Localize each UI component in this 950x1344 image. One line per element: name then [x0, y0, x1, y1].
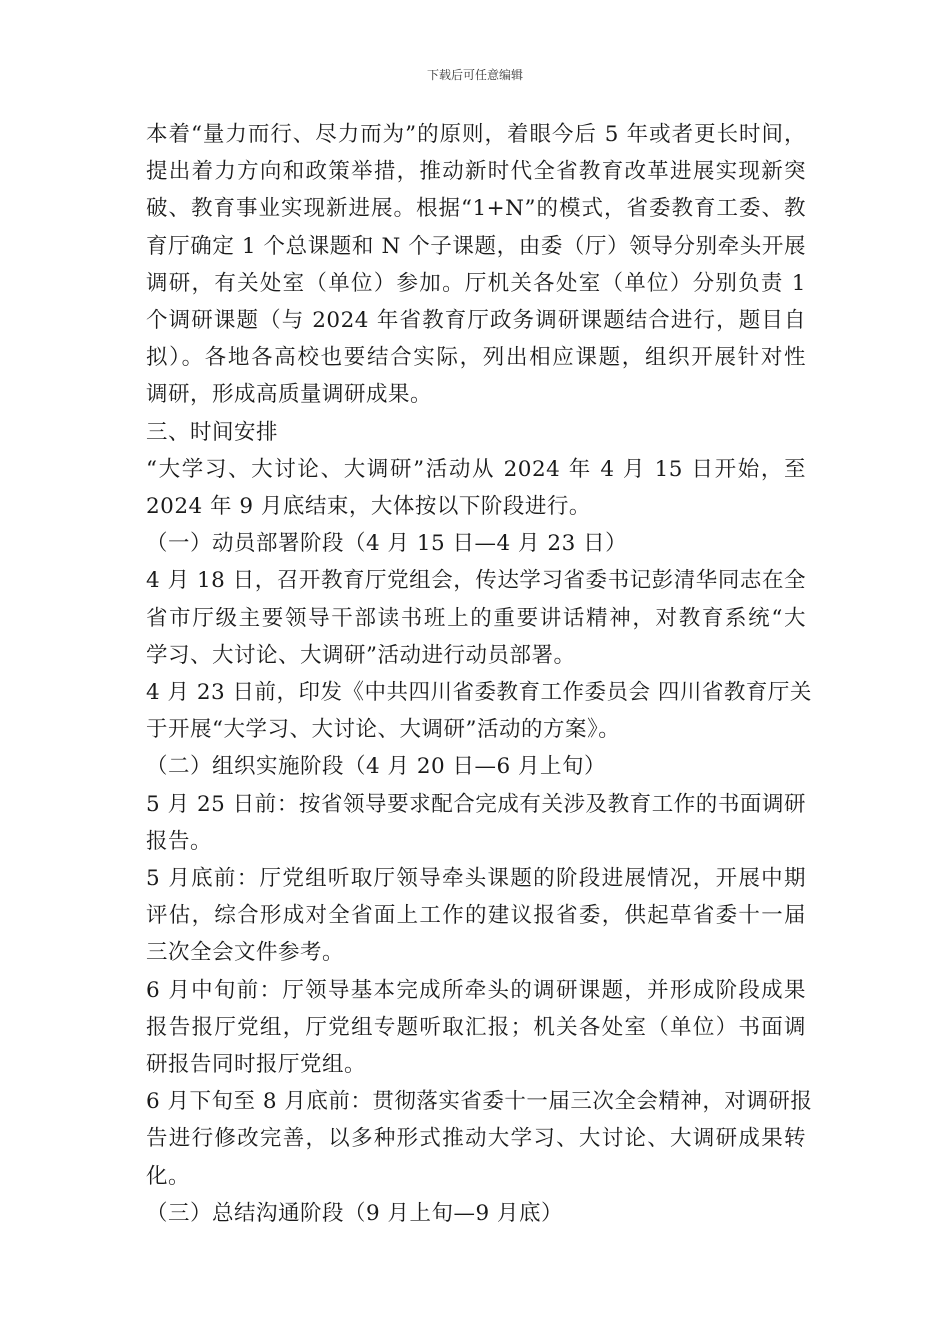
- text-line: “大学习、大讨论、大调研”活动从 2024 年 4 月 15 日开始，至: [146, 456, 806, 482]
- text-line: 4 月 18 日，召开教育厅党组会，传达学习省委书记彭清华同志在全: [146, 568, 806, 594]
- text-line: 省市厅级主要领导干部读书班上的重要讲话精神，对教育系统“大: [146, 605, 806, 631]
- text-line: 6 月下旬至 8 月底前：贯彻落实省委十一届三次全会精神，对调研报: [146, 1089, 813, 1115]
- text-line: 5 月 25 日前：按省领导要求配合完成有关涉及教育工作的书面调研: [146, 791, 806, 817]
- text-line: 化。: [146, 1163, 191, 1189]
- text-line: 于开展“大学习、大讨论、大调研”活动的方案》。: [146, 717, 621, 743]
- text-line: 个调研课题（与 2024 年省教育厅政务调研课题结合进行，题目自: [146, 308, 806, 334]
- text-line: 提出着力方向和政策举措，推动新时代全省教育改革进展实现新突: [146, 159, 806, 185]
- text-line: 4 月 23 日前，印发《中共四川省委教育工作委员会 四川省教育厅关: [146, 680, 812, 706]
- text-line: 报告报厅党组，厅党组专题听取汇报；机关各处室（单位）书面调: [146, 1014, 806, 1040]
- document-body: [146, 116, 813, 1232]
- text-line: 破、教育事业实现新进展。根据“1+N”的模式，省委教育工委、教: [146, 196, 806, 222]
- paragraph: [146, 451, 806, 525]
- text-line: 研报告同时报厅党组。: [146, 1052, 367, 1078]
- text-line: 报告。: [146, 828, 213, 854]
- text-line: 5 月底前：厅党组听取厅领导牵头课题的阶段进展情况，开展中期: [146, 866, 806, 892]
- paragraph: [146, 562, 806, 674]
- paragraph: [146, 972, 806, 1084]
- paragraph: [146, 748, 806, 785]
- paragraph: [146, 414, 806, 451]
- text-line: 学习、大讨论、大调研”活动进行动员部署。: [146, 642, 576, 668]
- paragraph: [146, 525, 806, 562]
- text-line: 评估，综合形成对全省面上工作的建议报省委，供起草省委十一届: [146, 903, 806, 929]
- paragraph: [146, 860, 806, 972]
- text-line: 2024 年 9 月底结束，大体按以下阶段进行。: [146, 494, 591, 520]
- paragraph: [146, 786, 806, 860]
- text-line: 三、时间安排: [146, 419, 279, 445]
- text-line: （二）组织实施阶段（4 月 20 日—6 月上旬）: [146, 754, 607, 780]
- text-line: 本着“量力而行、尽力而为”的原则，着眼今后 5 年或者更长时间，: [146, 122, 806, 147]
- paragraph: [146, 674, 812, 748]
- text-line: （一）动员部署阶段（4 月 15 日—4 月 23 日）: [146, 531, 628, 557]
- text-line: 拟）。各地各高校也要结合实际，列出相应课题，组织开展针对性: [146, 345, 806, 371]
- text-line: 调研，形成高质量调研成果。: [146, 382, 433, 408]
- paragraph: [146, 1083, 813, 1195]
- paragraph: [146, 1195, 806, 1232]
- text-line: 告进行修改完善，以多种形式推动大学习、大讨论、大调研成果转: [146, 1126, 806, 1152]
- text-line: 6 月中旬前：厅领导基本完成所牵头的调研课题，并形成阶段成果: [146, 977, 806, 1003]
- text-line: 三次全会文件参考。: [146, 940, 345, 966]
- page-header: 下载后可任意编辑: [426, 68, 523, 82]
- text-line: 调研，有关处室（单位）参加。厅机关各处室（单位）分别负责 1: [146, 270, 806, 296]
- paragraph: [146, 116, 806, 414]
- text-line: （三）总结沟通阶段（9 月上旬—9 月底）: [146, 1200, 564, 1226]
- text-line: 育厅确定 1 个总课题和 N 个子课题，由委（厅）领导分别牵头开展: [146, 233, 806, 259]
